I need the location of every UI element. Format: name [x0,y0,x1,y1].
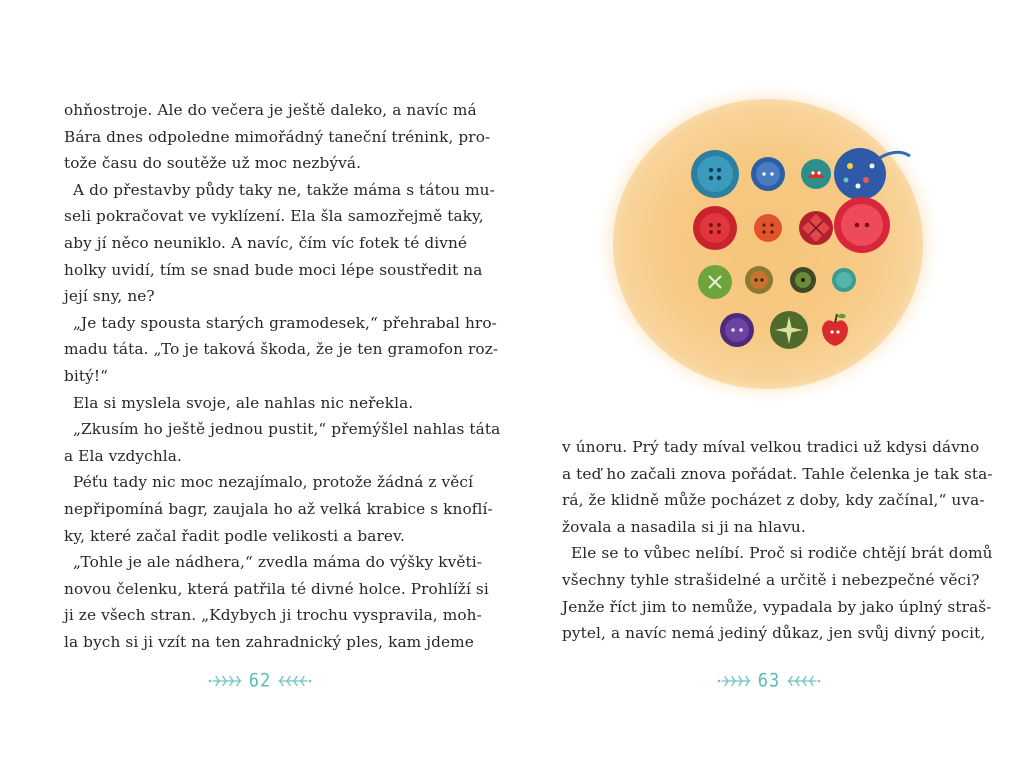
button-teal-large [691,150,739,198]
text-line: „Tohle je ale nádhera,“ zvedla máma do výšky květi- [73,553,483,572]
button-blue [751,157,785,191]
text-line: rá, že klidně může pocházet z doby, kdy začínal,“ uva- [562,491,985,510]
text-line: a Ela vzdychla. [64,446,182,465]
page-footer [200,668,320,694]
text-line: v únoru. Prý tady míval velkou tradici už kdysi dávno [562,438,980,456]
text-line: Péťu tady nic moc nezajímalo, protože žádná z věcí [73,473,474,492]
text-line: seli pokračovat ve vyklízení. Ela šla samozřejmě taky, [64,207,484,226]
text-line: tože času do soutěže už moc nezbývá. [64,154,362,173]
text-line: la bych si ji vzít na ten zahradnický ples, kam jdeme [64,632,474,651]
left-leaf-ornament-icon [207,673,243,689]
text-line: aby jí něco neuniklo. A navíc, čím víc fotek té divné [64,233,468,252]
button-purple [720,313,754,347]
text-line: A do přestavby půdy taky ne, takže máma s tátou mu- [73,180,495,199]
right-leaf-ornament-icon [786,673,822,689]
button-green [698,265,732,299]
text-line: Ele se to vůbec nelíbí. Proč si rodiče chtějí brát domů [571,544,993,563]
right-leaf-ornament-icon [277,673,313,689]
button-orange [754,214,782,242]
text-line: žovala a nasadila si ji na hlavu. [562,517,806,536]
text-line: všechny tyhle strašidelné a určitě i nebezpečné věci? [562,570,980,589]
button-dark-green [790,267,816,293]
buttons-illustration [592,80,944,408]
text-line: „Je tady spousta starých gramodesek,“ přehrabal hro- [73,313,497,332]
right-page [512,0,1024,768]
text-line: „Zkusím ho ještě jednou pustit,“ přemýšlel nahlas táta [73,420,501,439]
button-red-checkered [799,211,833,245]
text-line: ji ze všech stran. „Kdybych ji trochu vyspravila, moh- [64,606,482,625]
left-page-text [64,97,501,655]
text-line: její sny, ne? [64,287,155,306]
text-line: holky uvidí, tím se snad bude moci lépe soustředit na [64,260,483,279]
right-page-text [562,434,993,647]
text-line: madu táta. „To je taková škoda, že je ten gramofon roz- [64,340,499,359]
page-number: 62 [248,670,272,692]
button-teal-red [801,159,831,189]
text-line: a teď ho začali znova pořádat. Tahle čelenka je tak sta- [562,464,993,483]
text-line: Bára dnes odpoledne mimořádný taneční trénink, pro- [64,127,491,146]
text-line: Ela si myslela svoje, ale nahlas nic neřekla. [73,393,414,412]
page-number: 63 [757,670,781,692]
button-teal-small [832,268,856,292]
button-green-leaf [770,311,808,349]
page-footer [709,668,829,694]
text-line: bitý!“ [64,366,109,385]
text-line: ohňostroje. Ale do večera je ještě daleko, a navíc má [64,101,477,119]
text-line: novou čelenku, která patřila té divné holce. Prohlíží si [64,579,489,598]
text-line: nepřipomíná bagr, zaujala ho až velká krabice s knoflí- [64,499,493,518]
text-line: ky, které začal řadit podle velikosti a barev. [64,526,405,545]
left-leaf-ornament-icon [716,673,752,689]
button-olive-ornate [745,266,773,294]
text-line: pytel, a navíc nemá jediný důkaz, jen svůj divný pocit, [562,624,986,643]
text-line: Jenže říct jim to nemůže, vypadala by jako úplný straš- [562,597,992,616]
button-pink-large [834,197,890,253]
button-red-flower [693,206,737,250]
